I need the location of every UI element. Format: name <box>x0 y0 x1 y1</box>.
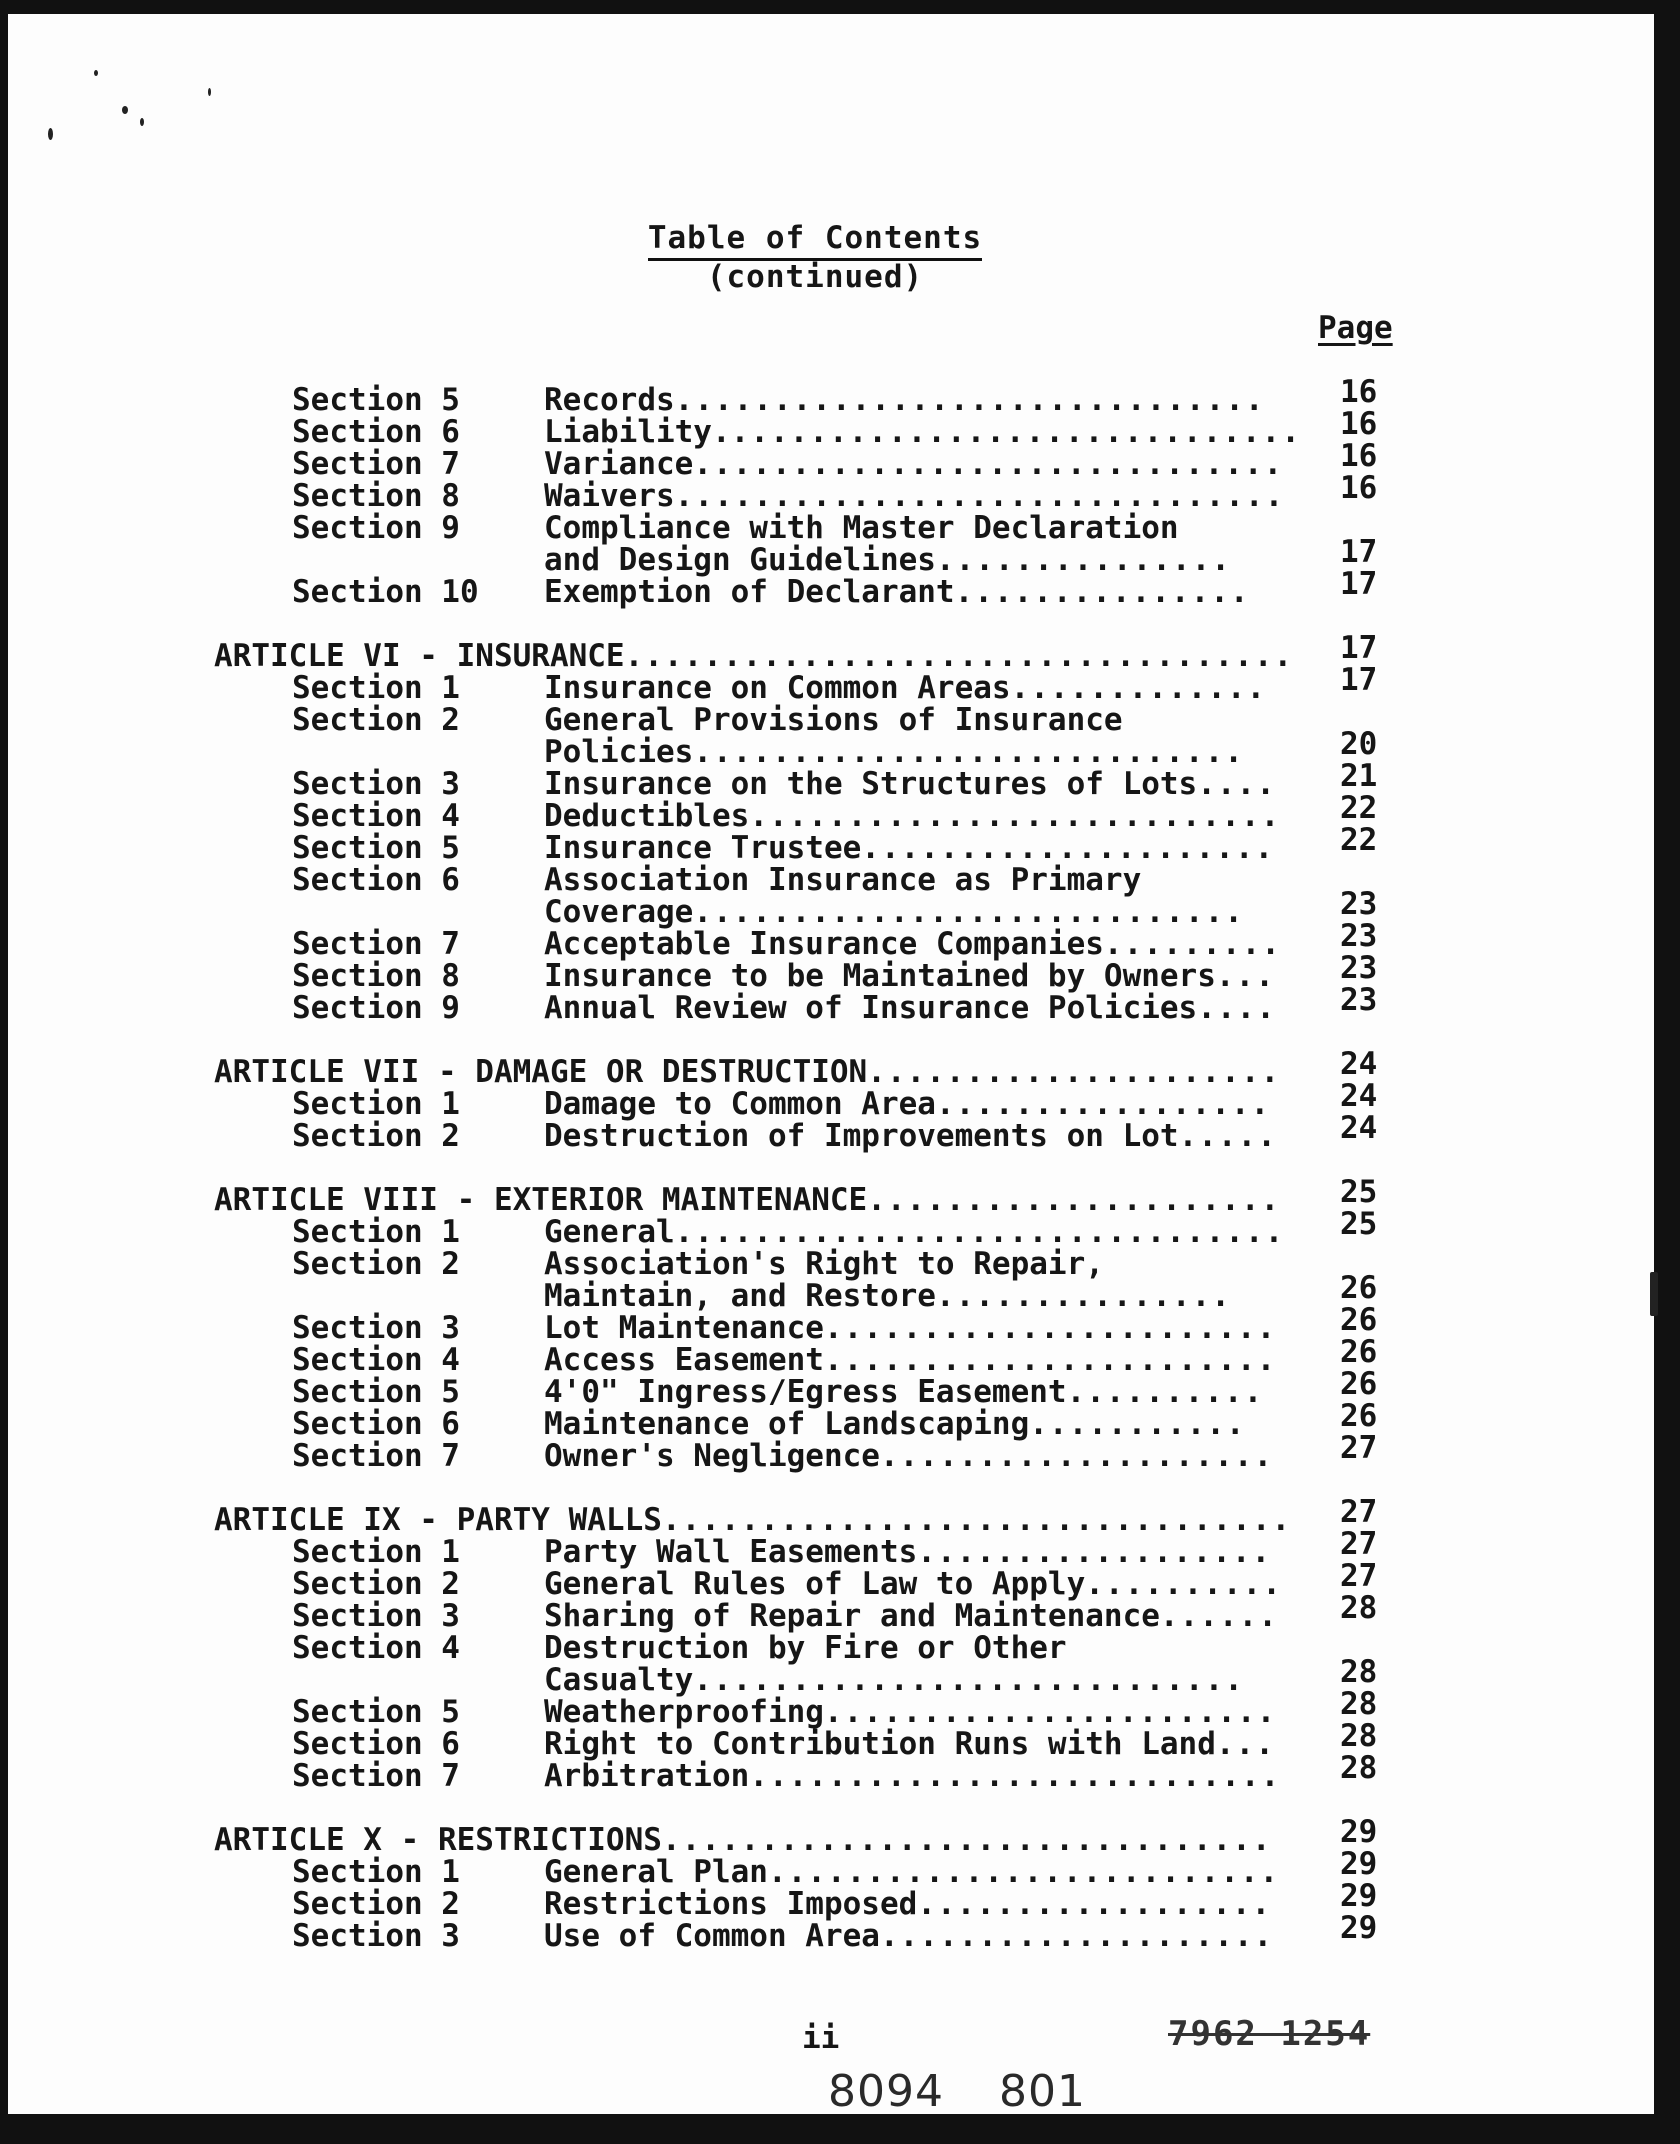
toc-leader-dots: ............................ <box>693 734 1244 770</box>
toc-title: Insurance to be Maintained by Owners <box>544 958 1216 994</box>
toc-title: Arbitration <box>544 1758 750 1794</box>
toc-title-group <box>544 544 1231 576</box>
toc-section-number: Section 6 <box>292 1726 460 1762</box>
toc-article <box>0 1814 1680 1858</box>
toc-entry <box>0 1366 1680 1410</box>
toc-leader-dots: .................... <box>879 1438 1274 1474</box>
toc-section-number: Section 2 <box>292 1566 460 1602</box>
toc-title-group <box>544 1248 1104 1280</box>
toc-entry <box>0 1718 1680 1762</box>
toc-section-number: Section 5 <box>292 382 460 418</box>
toc-article <box>0 1174 1680 1218</box>
toc-title: Owner's Negligence <box>544 1438 880 1474</box>
toc-leader-dots: ............... <box>935 542 1231 578</box>
toc-continuation <box>0 1654 1680 1698</box>
toc-title-group <box>214 1184 1280 1216</box>
toc-title: Destruction of Improvements on Lot <box>544 1118 1179 1154</box>
toc-page-number: 20 <box>1340 726 1378 762</box>
toc-section-number: Section 2 <box>292 702 460 738</box>
toc-page-number: 26 <box>1340 1398 1378 1434</box>
toc-title-group <box>544 1120 1277 1152</box>
toc-page-number: 26 <box>1340 1366 1378 1402</box>
toc-page-number: 16 <box>1340 438 1378 474</box>
toc-title: Party Wall Easements <box>544 1534 918 1570</box>
toc-entry <box>0 438 1680 482</box>
toc-title-group <box>544 768 1276 800</box>
toc-leader-dots: ........................... <box>749 1758 1281 1794</box>
toc-section-number: Section 4 <box>292 798 460 834</box>
toc-entry <box>0 1078 1680 1122</box>
toc-page-number: 17 <box>1340 630 1378 666</box>
toc-section-number: Section 5 <box>292 830 460 866</box>
toc-entry <box>0 822 1680 866</box>
toc-title: ARTICLE VII - DAMAGE OR DESTRUCTION <box>214 1054 868 1090</box>
scan-edge-top <box>0 0 1680 14</box>
toc-title-group <box>544 992 1276 1024</box>
toc-leader-dots: .................................. <box>624 638 1294 674</box>
toc-title-group <box>544 416 1301 448</box>
toc-page-number: 21 <box>1340 758 1378 794</box>
toc-title: Destruction by Fire or Other <box>544 1630 1067 1666</box>
toc-section-number: Section 3 <box>292 766 460 802</box>
toc-entry <box>0 1110 1680 1154</box>
toc-section-number: Section 4 <box>292 1630 460 1666</box>
toc-title-group <box>544 704 1123 736</box>
toc-leader-dots: ..................... <box>867 1182 1281 1218</box>
toc-section-number: Section 2 <box>292 1886 460 1922</box>
toc-page-number: 27 <box>1340 1526 1378 1562</box>
toc-leader-dots: .................. <box>917 1886 1272 1922</box>
toc-title: Maintenance of Landscaping <box>544 1406 1030 1442</box>
toc-title: 4'0" Ingress/Egress Easement <box>544 1374 1067 1410</box>
toc-continuation <box>0 534 1680 578</box>
toc-entry <box>0 566 1680 610</box>
toc-section-number: Section 1 <box>292 1214 460 1250</box>
toc-title-group <box>544 1632 1067 1664</box>
toc-section-number: Section 1 <box>292 1854 460 1890</box>
toc-leader-dots: ...... <box>1159 1598 1278 1634</box>
toc-title-group <box>544 736 1244 768</box>
toc-title-group <box>544 1280 1231 1312</box>
toc-leader-dots: ....................... <box>823 1342 1277 1378</box>
toc-page-number: 26 <box>1340 1334 1378 1370</box>
toc-page-number: 27 <box>1340 1430 1378 1466</box>
toc-section-number: Section 8 <box>292 478 460 514</box>
scan-speck <box>122 106 128 114</box>
toc-title-group <box>544 1536 1271 1568</box>
toc-title-group <box>544 928 1281 960</box>
toc-title-group <box>544 960 1275 992</box>
toc-page-number: 22 <box>1340 790 1378 826</box>
toc-title-group <box>544 1568 1282 1600</box>
toc-title-group <box>544 384 1265 416</box>
toc-page-number: 29 <box>1340 1910 1378 1946</box>
toc-entry <box>0 1206 1680 1250</box>
toc-continuation <box>0 886 1680 930</box>
toc-title-group <box>544 1344 1276 1376</box>
toc-title: Restrictions Imposed <box>544 1886 918 1922</box>
toc-entry <box>0 1334 1680 1378</box>
toc-continuation <box>0 1270 1680 1314</box>
toc-title-group <box>214 640 1293 672</box>
toc-leader-dots: .... <box>1197 766 1276 802</box>
toc-title: Policies <box>544 734 694 770</box>
toc-page-number: 28 <box>1340 1590 1378 1626</box>
toc-title: Insurance on the Structures of Lots <box>544 766 1198 802</box>
toc-title-group <box>544 1376 1263 1408</box>
toc-entry <box>0 864 1680 896</box>
toc-section-number: Section 1 <box>292 1534 460 1570</box>
page-number: ii <box>802 2020 840 2056</box>
toc-title: Right to Contribution Runs with Land <box>544 1726 1216 1762</box>
toc-leader-dots: .............................. <box>674 382 1265 418</box>
toc-page-number: 17 <box>1340 534 1378 570</box>
toc-section-number: Section 7 <box>292 1758 460 1794</box>
toc-page-number: 17 <box>1340 662 1378 698</box>
toc-title-group <box>544 1728 1275 1760</box>
toc-title: Damage to Common Area <box>544 1086 936 1122</box>
toc-title: Sharing of Repair and Maintenance <box>544 1598 1160 1634</box>
toc-section-number: Section 2 <box>292 1246 460 1282</box>
toc-entry <box>0 918 1680 962</box>
scan-speck <box>48 128 53 140</box>
toc-title-group <box>544 1920 1273 1952</box>
toc-page-number: 23 <box>1340 950 1378 986</box>
toc-leader-dots: ..................... <box>867 1054 1281 1090</box>
toc-entry <box>0 1398 1680 1442</box>
toc-leader-dots: ............................ <box>693 1662 1244 1698</box>
toc-entry <box>0 1248 1680 1280</box>
toc-title-group <box>544 1216 1284 1248</box>
toc-title-group <box>544 1408 1246 1440</box>
toc-title: Use of Common Area <box>544 1918 880 1954</box>
toc-title: Variance <box>544 446 694 482</box>
toc-entry <box>0 758 1680 802</box>
toc-entry <box>0 662 1680 706</box>
scan-speck <box>94 70 98 76</box>
toc-page-number: 22 <box>1340 822 1378 858</box>
toc-page-number: 16 <box>1340 374 1378 410</box>
toc-page-number: 28 <box>1340 1718 1378 1754</box>
toc-entry <box>0 1430 1680 1474</box>
toc-leader-dots: ............. <box>1010 670 1267 706</box>
toc-page-number: 25 <box>1340 1206 1378 1242</box>
toc-section-number: Section 9 <box>292 510 460 546</box>
toc-entry <box>0 1590 1680 1634</box>
toc-entry <box>0 950 1680 994</box>
toc-title: Maintain, and Restore <box>544 1278 936 1314</box>
toc-article <box>0 1046 1680 1090</box>
toc-page-number: 25 <box>1340 1174 1378 1210</box>
toc-title-group <box>544 1856 1279 1888</box>
toc-title-group <box>544 1600 1278 1632</box>
toc-section-number: Section 6 <box>292 862 460 898</box>
toc-leader-dots: ............................... <box>674 478 1285 514</box>
toc-title: Access Easement <box>544 1342 824 1378</box>
toc-title: ARTICLE VIII - EXTERIOR MAINTENANCE <box>214 1182 868 1218</box>
page-subtitle: (continued) <box>706 259 924 295</box>
toc-title: Annual Review of Insurance Policies <box>544 990 1198 1026</box>
toc-entry <box>0 1632 1680 1664</box>
toc-section-number: Section 3 <box>292 1598 460 1634</box>
toc-title: General <box>544 1214 675 1250</box>
toc-title-group <box>544 1440 1273 1472</box>
toc-title: ARTICLE VI - INSURANCE <box>214 638 625 674</box>
toc-entry <box>0 1910 1680 1954</box>
toc-leader-dots: ....................... <box>823 1310 1277 1346</box>
toc-entry <box>0 1686 1680 1730</box>
toc-title: General Plan <box>544 1854 768 1890</box>
page-column-header: Page <box>1318 310 1393 346</box>
toc-page-number: 17 <box>1340 566 1378 602</box>
toc-title-group <box>544 512 1179 544</box>
toc-leader-dots: ............... <box>935 1278 1231 1314</box>
toc-title-group <box>544 448 1283 480</box>
toc-title: Acceptable Insurance Companies <box>544 926 1104 962</box>
toc-title: Liability. <box>544 414 731 450</box>
toc-title: General Provisions of Insurance <box>544 702 1123 738</box>
toc-section-number: Section 10 <box>292 574 479 610</box>
toc-section-number: Section 5 <box>292 1374 460 1410</box>
toc-title: Deductibles <box>544 798 750 834</box>
toc-section-number: Section 6 <box>292 1406 460 1442</box>
toc-title: Insurance Trustee <box>544 830 862 866</box>
toc-leader-dots: ............................... <box>674 1214 1285 1250</box>
toc-entry <box>0 1302 1680 1346</box>
toc-title-group <box>544 1088 1270 1120</box>
toc-entry <box>0 1878 1680 1922</box>
toc-page-number: 26 <box>1340 1302 1378 1338</box>
toc-title-group <box>214 1504 1291 1536</box>
toc-page-number: 16 <box>1340 406 1378 442</box>
toc-leader-dots: ........... <box>1029 1406 1246 1442</box>
scan-speck <box>140 118 144 126</box>
toc-leader-dots: ................. <box>935 1086 1271 1122</box>
toc-page-number: 24 <box>1340 1078 1378 1114</box>
toc-title: Records <box>544 382 675 418</box>
toc-article <box>0 1494 1680 1538</box>
toc-entry <box>0 1846 1680 1890</box>
page-title: Table of Contents <box>648 218 982 261</box>
toc-page-number: 24 <box>1340 1110 1378 1146</box>
toc-section-number: Section 5 <box>292 1694 460 1730</box>
toc-page-number: 27 <box>1340 1558 1378 1594</box>
toc-leader-dots: ..................... <box>861 830 1275 866</box>
toc-page-number: 24 <box>1340 1046 1378 1082</box>
toc-leader-dots: ......... <box>1103 926 1281 962</box>
title-block <box>0 218 1630 293</box>
struck-number: 7962 1254 <box>1168 2014 1371 2054</box>
toc-entry <box>0 512 1680 544</box>
toc-leader-dots: ..... <box>1178 1118 1277 1154</box>
toc-leader-dots: ............................... <box>661 1822 1272 1858</box>
toc-title: Compliance with Master Declaration <box>544 510 1179 546</box>
toc-page-number: 27 <box>1340 1494 1378 1530</box>
toc-section-number: Section 6 <box>292 414 460 450</box>
toc-title-group <box>544 1760 1280 1792</box>
toc-page-number: 29 <box>1340 1814 1378 1850</box>
toc-title-group <box>214 1824 1272 1856</box>
toc-title: Casualty <box>544 1662 694 1698</box>
toc-leader-dots: .................. <box>917 1534 1272 1570</box>
toc-page-number: 23 <box>1340 982 1378 1018</box>
toc-title: ARTICLE X - RESTRICTIONS <box>214 1822 662 1858</box>
toc-page-number: 29 <box>1340 1846 1378 1882</box>
toc-section-number: Section 7 <box>292 446 460 482</box>
toc-leader-dots: ............................. <box>730 414 1301 450</box>
toc-entry <box>0 982 1680 1026</box>
document-code: 8094 801 <box>828 2066 1086 2117</box>
toc-leader-dots: .......................... <box>767 1854 1280 1890</box>
toc-title: Waivers <box>544 478 675 514</box>
toc-title-group <box>544 800 1280 832</box>
toc-leader-dots: ....................... <box>823 1694 1277 1730</box>
toc-section-number: Section 7 <box>292 1438 460 1474</box>
toc-page-number: 23 <box>1340 918 1378 954</box>
toc-title: ARTICLE IX - PARTY WALLS <box>214 1502 662 1538</box>
toc-title-group <box>214 1056 1280 1088</box>
toc-leader-dots: ........................... <box>749 798 1281 834</box>
toc-title: Weatherproofing <box>544 1694 824 1730</box>
toc-title-group <box>544 896 1244 928</box>
toc-title-group <box>544 832 1274 864</box>
toc-page-number: 28 <box>1340 1750 1378 1786</box>
toc-page-number: 29 <box>1340 1878 1378 1914</box>
toc-section-number: Section 3 <box>292 1918 460 1954</box>
toc-title: and Design Guidelines <box>544 542 936 578</box>
toc-section-number: Section 8 <box>292 958 460 994</box>
toc-page-number: 28 <box>1340 1686 1378 1722</box>
toc-leader-dots: .... <box>1197 990 1276 1026</box>
toc-list <box>0 374 1680 1954</box>
toc-page-number: 28 <box>1340 1654 1378 1690</box>
toc-title: Coverage <box>544 894 694 930</box>
toc-page-number: 23 <box>1340 886 1378 922</box>
toc-section-number: Section 4 <box>292 1342 460 1378</box>
toc-leader-dots: .............................. <box>693 446 1284 482</box>
toc-leader-dots: ... <box>1215 1726 1275 1762</box>
toc-leader-dots: ... <box>1215 958 1275 994</box>
toc-continuation <box>0 726 1680 770</box>
toc-title-group <box>544 1664 1244 1696</box>
toc-entry <box>0 406 1680 450</box>
toc-title-group <box>544 1888 1271 1920</box>
toc-leader-dots: ................................ <box>661 1502 1292 1538</box>
toc-title-group <box>544 480 1284 512</box>
toc-entry <box>0 1526 1680 1570</box>
toc-section-number: Section 1 <box>292 1086 460 1122</box>
toc-section-number: Section 3 <box>292 1310 460 1346</box>
toc-entry <box>0 1750 1680 1794</box>
scan-edge-bottom <box>0 2114 1680 2144</box>
toc-title-group <box>544 576 1250 608</box>
toc-leader-dots: .......... <box>1066 1374 1264 1410</box>
toc-title-group <box>544 1696 1276 1728</box>
toc-leader-dots: .......... <box>1085 1566 1282 1602</box>
toc-title: Exemption of Declarant <box>544 574 955 610</box>
toc-entry <box>0 704 1680 736</box>
toc-section-number: Section 1 <box>292 670 460 706</box>
toc-entry <box>0 1558 1680 1602</box>
toc-leader-dots: ............... <box>954 574 1250 610</box>
toc-title-group <box>544 672 1266 704</box>
toc-article <box>0 630 1680 674</box>
toc-section-number: Section 2 <box>292 1118 460 1154</box>
toc-title-group <box>544 864 1141 896</box>
toc-title: Lot Maintenance <box>544 1310 824 1346</box>
toc-page-number: 26 <box>1340 1270 1378 1306</box>
toc-title: General Rules of Law to Apply <box>544 1566 1086 1602</box>
toc-entry <box>0 374 1680 418</box>
toc-leader-dots: .................... <box>879 1918 1274 1954</box>
toc-title: Insurance on Common Areas <box>544 670 1011 706</box>
toc-page-number: 16 <box>1340 470 1378 506</box>
toc-leader-dots: ............................ <box>693 894 1244 930</box>
toc-title: Association Insurance as Primary <box>544 862 1142 898</box>
toc-entry <box>0 790 1680 834</box>
scan-speck <box>208 88 211 96</box>
toc-section-number: Section 9 <box>292 990 460 1026</box>
toc-title: Association's Right to Repair, <box>544 1246 1104 1282</box>
toc-entry <box>0 470 1680 514</box>
toc-section-number: Section 7 <box>292 926 460 962</box>
toc-title-group <box>544 1312 1276 1344</box>
